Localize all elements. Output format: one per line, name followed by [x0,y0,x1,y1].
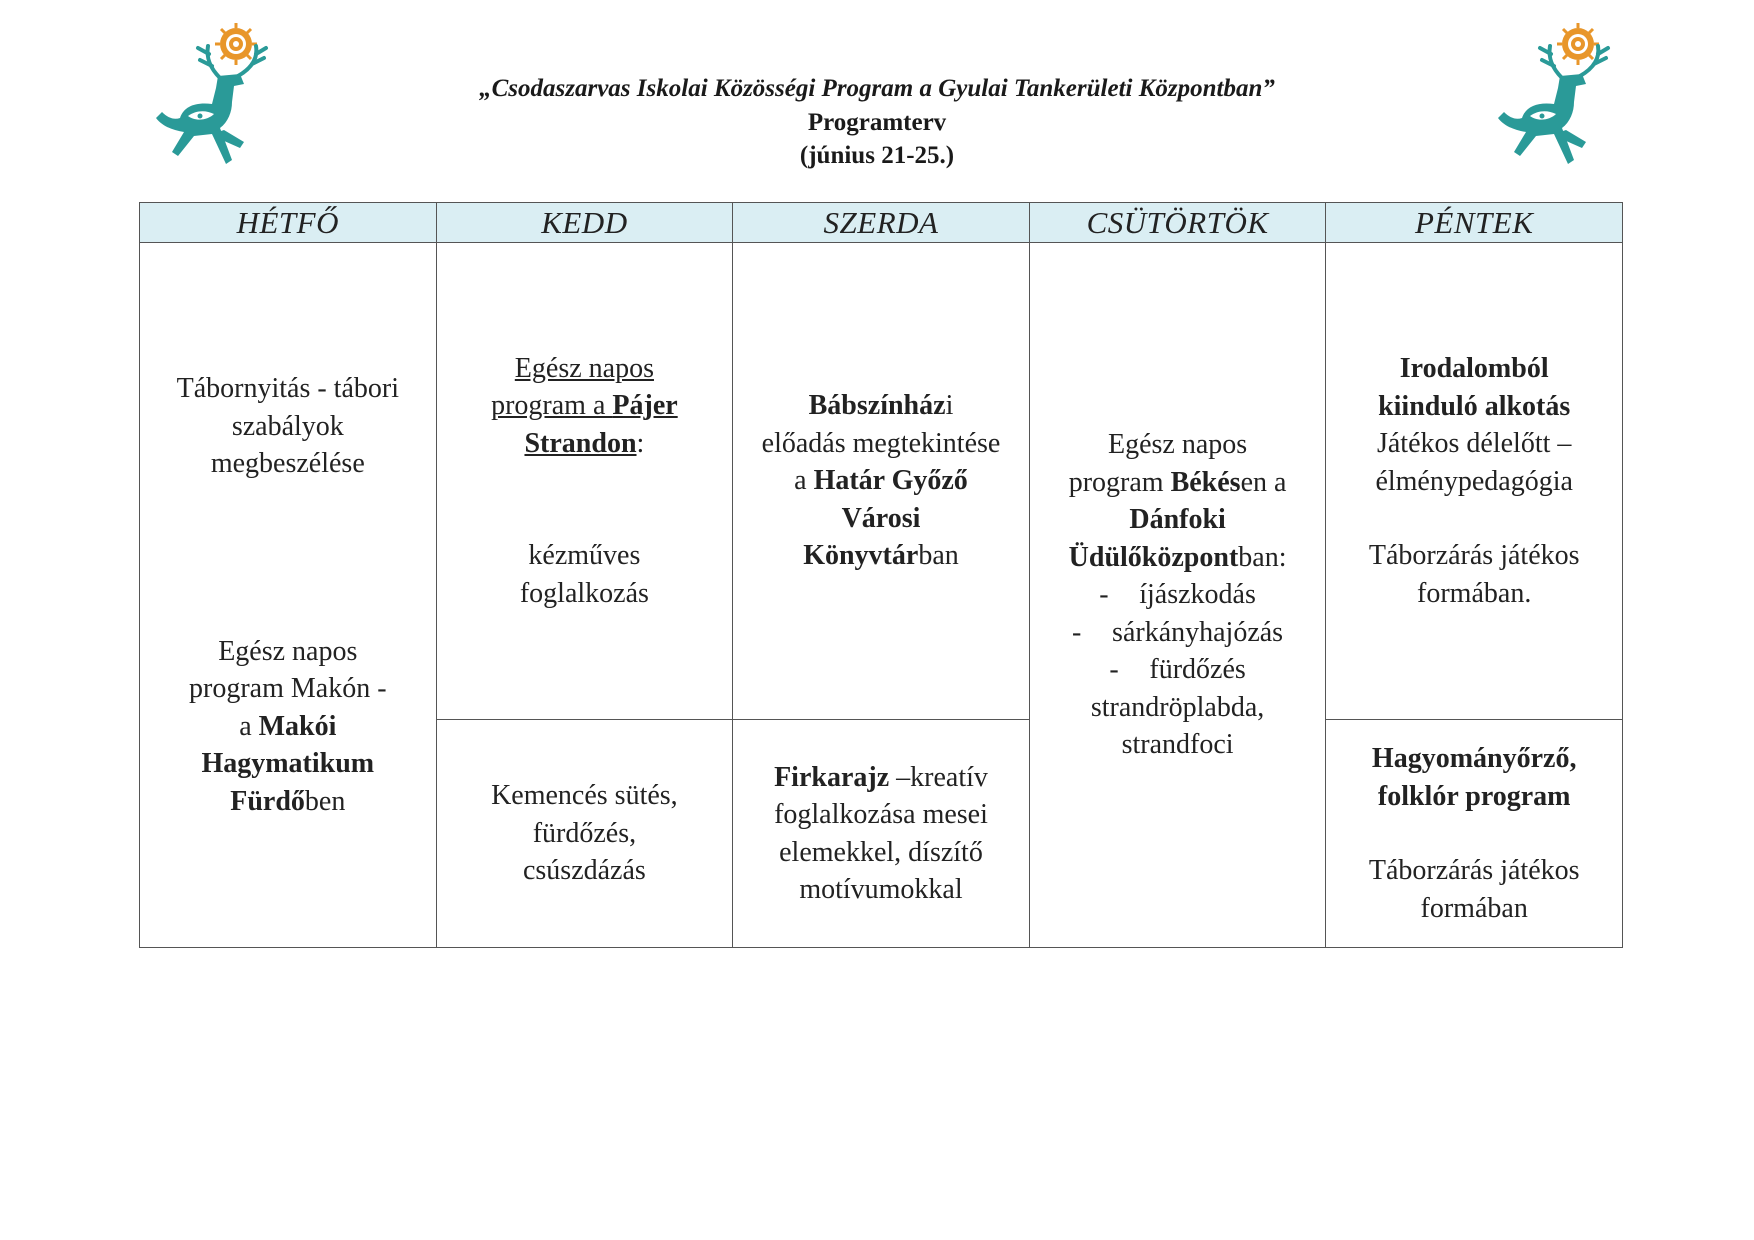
document-dates: (június 21-25.) [799,142,955,169]
list-item: - sárkányhajózás [1072,616,1284,648]
column-header-tuesday: KEDD [436,203,733,243]
wednesday-afternoon-cell: Firkarajz –kreatív foglalkozása mesei elemekkel, díszítő motívumokkal [733,720,1030,948]
document-title: „Csodaszarvas Iskolai Közösségi Program a Gyulai Tankerületi Központban” [479,75,1275,102]
friday-morning-cell: Irodalomból kiinduló alkotás Játékos délelőtt – élménypedagógia Táborzárás játékos formában. [1326,243,1623,720]
document-subtitle: Programterv [807,109,947,136]
tuesday-afternoon-cell: Kemencés sütés, fürdőzés, csúszdázás [436,720,733,948]
list-item: - íjászkodás [1099,579,1256,611]
friday-afternoon-cell: Hagyományőrző, folklór program Táborzárás játékos formában [1326,720,1623,948]
column-header-monday: HÉTFŐ [140,203,437,243]
table-row [140,243,1623,720]
list-item: - fürdőzés [1109,654,1246,686]
monday-cell: Tábornyitás - tábori szabályok megbeszélése Egész napos program Makón - a Makói Hagymatikum Fürdőben [140,243,437,948]
tuesday-morning-cell: Egész napos program a Pájer Strandon: kézműves foglalkozás [436,243,733,720]
column-header-friday: PÉNTEK [1326,203,1623,243]
document-header [0,72,1754,172]
thursday-cell: Egész napos program Békésen a Dánfoki Üdülőközpontban: - íjászkodás - sárkányhajózás - fürdőzés strandröplabda, strandfoci [1029,243,1326,948]
table-header-row [140,203,1623,243]
column-header-thursday: CSÜTÖRTÖK [1029,203,1326,243]
column-header-wednesday: SZERDA [733,203,1030,243]
program-table [139,202,1623,948]
wednesday-morning-cell: Bábszínházi előadás megtekintése a Határ Győző Városi Könyvtárban [733,243,1030,720]
